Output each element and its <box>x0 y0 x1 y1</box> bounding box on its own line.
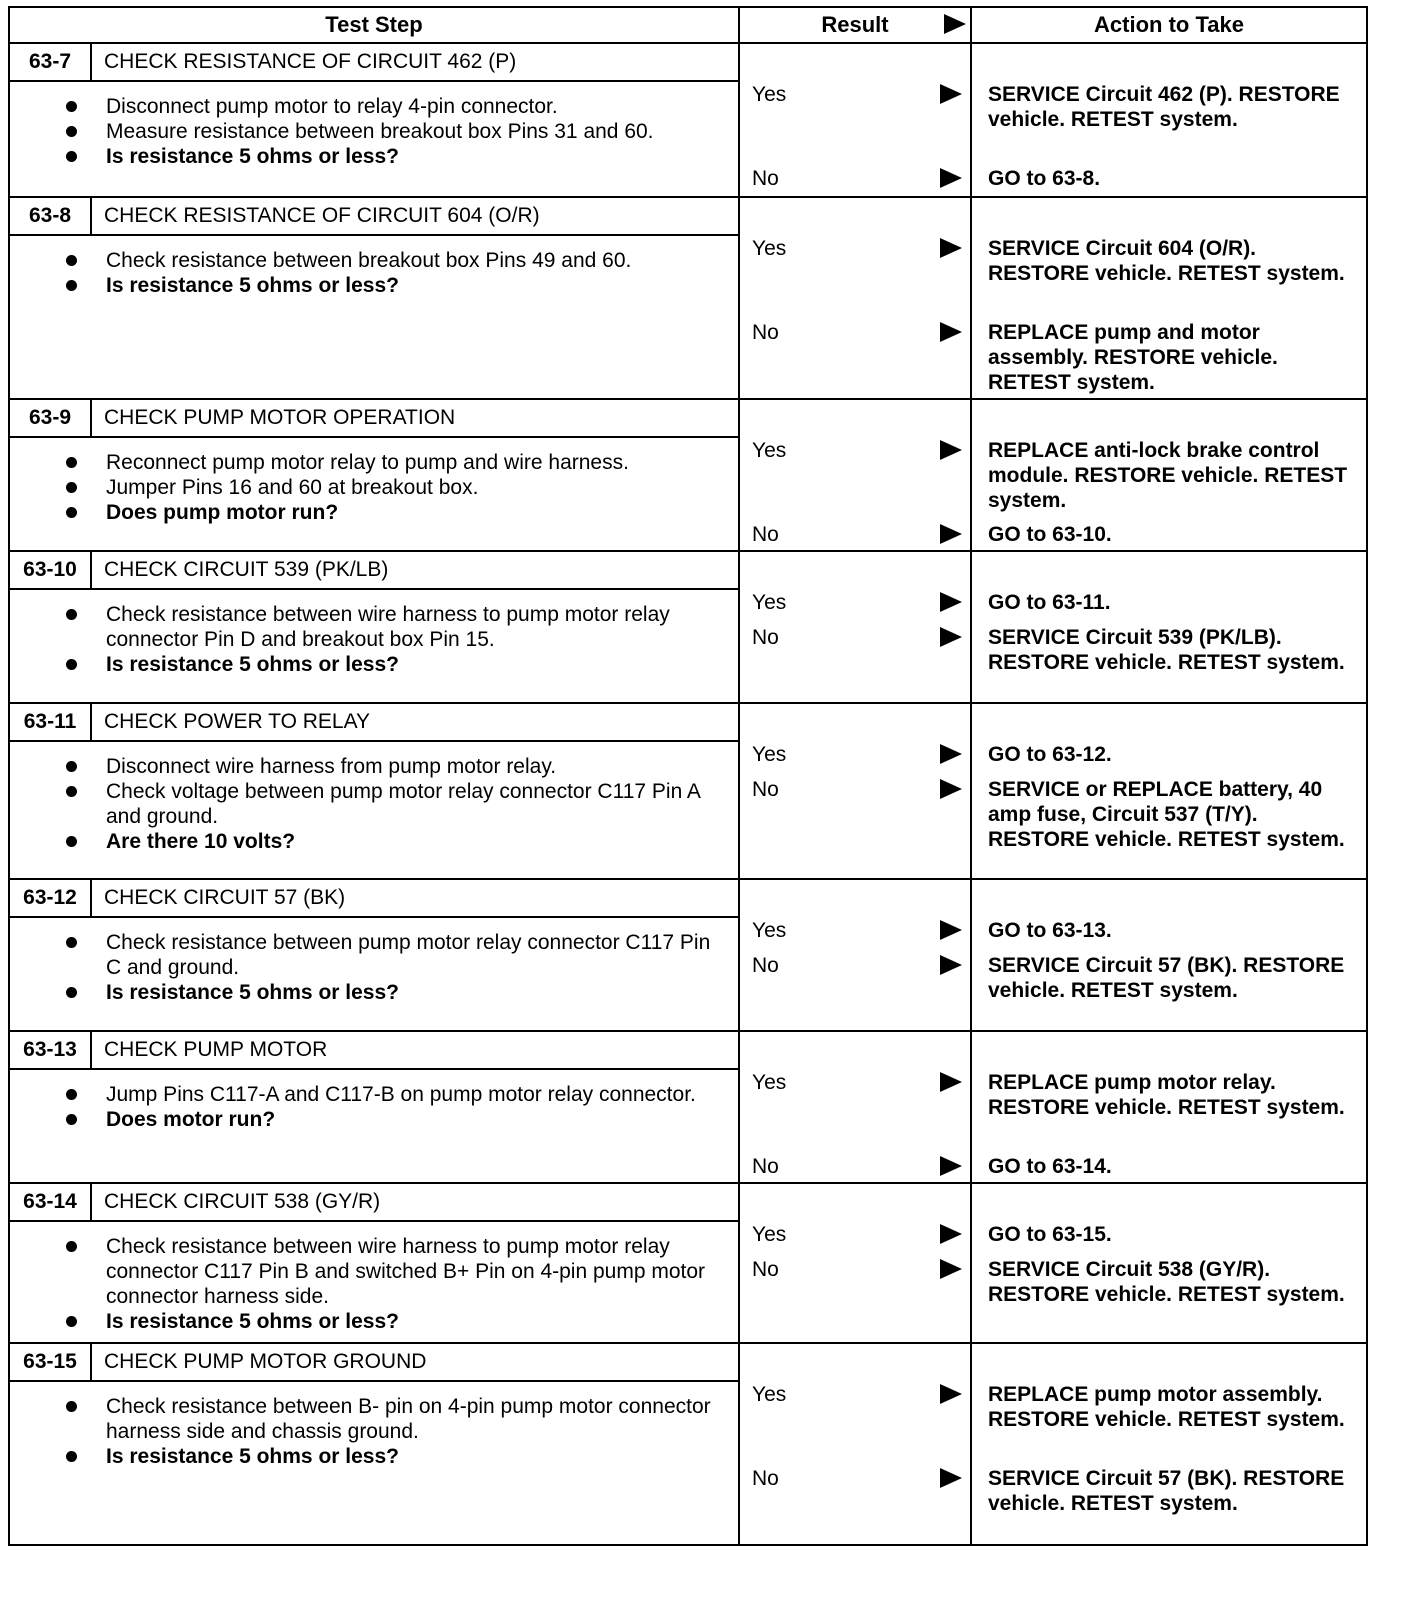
step-heading: CHECK PUMP MOTOR <box>104 1038 328 1061</box>
step-instruction: Disconnect pump motor to relay 4-pin connector. <box>106 94 728 119</box>
action-yes: REPLACE anti-lock brake control module. RESTORE vehicle. RETEST system. <box>988 439 1348 512</box>
step-instructions <box>10 742 738 862</box>
action-yes: GO to 63-11. <box>988 591 1111 614</box>
action-cell <box>971 399 1367 551</box>
arrow-right-icon <box>940 1384 962 1404</box>
result-yes-label: Yes <box>752 1071 787 1094</box>
step-question: Is resistance 5 ohms or less? <box>106 652 728 677</box>
step-row <box>9 879 1367 1031</box>
step-number: 63-11 <box>10 704 92 740</box>
arrow-right-icon <box>940 168 962 188</box>
action-yes: REPLACE pump motor assembly. RESTORE vehicle. RETEST system. <box>988 1383 1345 1431</box>
action-no: SERVICE or REPLACE battery, 40 amp fuse, Circuit 537 (T/Y). RESTORE vehicle. RETEST system. <box>988 778 1345 851</box>
arrow-right-icon <box>940 627 962 647</box>
step-row <box>9 1343 1367 1545</box>
arrow-right-icon <box>940 744 962 764</box>
action-cell <box>971 1031 1367 1183</box>
test-step-cell <box>9 879 739 1031</box>
result-cell <box>739 879 971 1031</box>
step-row <box>9 197 1367 399</box>
test-step-cell <box>9 1343 739 1545</box>
step-question: Is resistance 5 ohms or less? <box>106 1309 728 1334</box>
result-yes-label: Yes <box>752 591 787 614</box>
result-cell <box>739 551 971 703</box>
step-instructions <box>10 1382 738 1477</box>
step-row <box>9 703 1367 879</box>
result-no-label: No <box>752 523 779 546</box>
step-instructions <box>10 1222 738 1342</box>
arrow-right-icon <box>940 440 962 460</box>
result-no <box>752 625 966 650</box>
arrow-right-icon <box>940 238 962 258</box>
action-cell <box>971 551 1367 703</box>
step-row <box>9 43 1367 197</box>
result-yes-label: Yes <box>752 919 787 942</box>
action-yes: GO to 63-12. <box>988 743 1112 766</box>
step-heading: CHECK PUMP MOTOR OPERATION <box>104 406 456 429</box>
step-instruction: Measure resistance between breakout box Pins 31 and 60. <box>106 119 728 144</box>
action-yes: SERVICE Circuit 604 (O/R). RESTORE vehicle. RETEST system. <box>988 237 1345 285</box>
result-no <box>752 953 966 978</box>
result-no-label: No <box>752 954 779 977</box>
result-cell <box>739 1031 971 1183</box>
action-yes: SERVICE Circuit 462 (P). RESTORE vehicle. RETEST system. <box>988 83 1340 131</box>
action-no: REPLACE pump and motor assembly. RESTORE vehicle. RETEST system. <box>988 321 1278 394</box>
result-yes-label: Yes <box>752 1383 787 1406</box>
step-instruction: Disconnect wire harness from pump motor relay. <box>106 754 728 779</box>
result-no <box>752 522 966 547</box>
step-instruction: Check voltage between pump motor relay connector C117 Pin A and ground. <box>106 779 728 829</box>
test-step-cell <box>9 1031 739 1183</box>
action-no: SERVICE Circuit 539 (PK/LB). RESTORE vehicle. RETEST system. <box>988 626 1345 674</box>
step-title-bar <box>10 704 738 742</box>
step-number: 63-15 <box>10 1344 92 1380</box>
step-instructions <box>10 918 738 1013</box>
diagnostic-table <box>8 6 1360 1546</box>
step-question: Is resistance 5 ohms or less? <box>106 980 728 1005</box>
step-number: 63-13 <box>10 1032 92 1068</box>
test-step-cell <box>9 399 739 551</box>
action-no: SERVICE Circuit 57 (BK). RESTORE vehicle. RETEST system. <box>988 954 1345 1002</box>
action-cell <box>971 1183 1367 1343</box>
header-result-label: Result <box>821 12 889 37</box>
test-step-cell <box>9 43 739 197</box>
step-row <box>9 1183 1367 1343</box>
result-yes-label: Yes <box>752 1223 787 1246</box>
test-step-cell <box>9 197 739 399</box>
step-question: Does motor run? <box>106 1107 728 1132</box>
result-no <box>752 320 966 345</box>
step-instructions <box>10 236 738 306</box>
step-heading: CHECK PUMP MOTOR GROUND <box>104 1350 427 1373</box>
step-question: Are there 10 volts? <box>106 829 728 854</box>
header-action: Action to Take <box>971 7 1367 43</box>
action-cell <box>971 879 1367 1031</box>
step-number: 63-7 <box>10 44 92 80</box>
action-no: SERVICE Circuit 57 (BK). RESTORE vehicle. RETEST system. <box>988 1467 1345 1515</box>
action-no: GO to 63-8. <box>988 167 1101 190</box>
result-no <box>752 166 966 191</box>
result-cell <box>739 1343 971 1545</box>
step-instruction: Jump Pins C117-A and C117-B on pump motor relay connector. <box>106 1082 728 1107</box>
step-instruction: Reconnect pump motor relay to pump and wire harness. <box>106 450 728 475</box>
action-yes: GO to 63-13. <box>988 919 1112 942</box>
test-step-cell <box>9 551 739 703</box>
arrow-right-icon <box>940 1072 962 1092</box>
step-instructions <box>10 82 738 177</box>
step-instruction: Check resistance between wire harness to pump motor relay connector Pin D and breakout box Pin 15. <box>106 602 728 652</box>
test-step-cell <box>9 1183 739 1343</box>
step-row <box>9 551 1367 703</box>
action-no: GO to 63-14. <box>988 1155 1112 1178</box>
action-yes: GO to 63-15. <box>988 1223 1112 1246</box>
result-no-label: No <box>752 626 779 649</box>
result-yes <box>752 236 966 261</box>
step-heading: CHECK CIRCUIT 538 (GY/R) <box>104 1190 381 1213</box>
step-instruction: Check resistance between B- pin on 4-pin pump motor connector harness side and chassis ground. <box>106 1394 728 1444</box>
result-yes-label: Yes <box>752 237 787 260</box>
step-title-bar <box>10 44 738 82</box>
result-no-label: No <box>752 1467 779 1490</box>
arrow-right-icon <box>940 1468 962 1488</box>
step-title-bar <box>10 1344 738 1382</box>
step-title-bar <box>10 552 738 590</box>
step-question: Does pump motor run? <box>106 500 728 525</box>
arrow-right-icon <box>940 592 962 612</box>
header-test-step: Test Step <box>9 7 739 43</box>
result-yes-label: Yes <box>752 83 787 106</box>
step-heading: CHECK CIRCUIT 57 (BK) <box>104 886 346 909</box>
step-instruction: Jumper Pins 16 and 60 at breakout box. <box>106 475 728 500</box>
result-yes <box>752 438 966 463</box>
result-yes <box>752 742 966 767</box>
result-no-label: No <box>752 778 779 801</box>
result-no-label: No <box>752 321 779 344</box>
step-instruction: Check resistance between wire harness to pump motor relay connector C117 Pin B and switched B+ Pin on 4-pin pump motor connector harness side. <box>106 1234 728 1309</box>
arrow-right-icon <box>940 779 962 799</box>
step-heading: CHECK RESISTANCE OF CIRCUIT 462 (P) <box>104 50 517 73</box>
step-number: 63-14 <box>10 1184 92 1220</box>
result-yes <box>752 1222 966 1247</box>
arrow-right-icon <box>940 1259 962 1279</box>
step-title-bar <box>10 880 738 918</box>
arrow-right-icon <box>940 920 962 940</box>
result-cell <box>739 1183 971 1343</box>
result-no <box>752 1466 966 1491</box>
result-no <box>752 777 966 802</box>
result-yes <box>752 82 966 107</box>
result-no-label: No <box>752 167 779 190</box>
step-heading: CHECK POWER TO RELAY <box>104 710 371 733</box>
result-yes-label: Yes <box>752 439 787 462</box>
arrow-right-icon <box>940 1224 962 1244</box>
action-yes: REPLACE pump motor relay. RESTORE vehicle. RETEST system. <box>988 1071 1345 1119</box>
step-instruction: Check resistance between breakout box Pins 49 and 60. <box>106 248 728 273</box>
result-yes <box>752 1070 966 1095</box>
step-number: 63-12 <box>10 880 92 916</box>
action-cell <box>971 703 1367 879</box>
result-yes <box>752 590 966 615</box>
result-yes-label: Yes <box>752 743 787 766</box>
arrow-right-icon <box>940 1156 962 1176</box>
action-no: GO to 63-10. <box>988 523 1112 546</box>
step-title-bar <box>10 1184 738 1222</box>
step-title-bar <box>10 400 738 438</box>
step-question: Is resistance 5 ohms or less? <box>106 144 728 169</box>
result-no-label: No <box>752 1258 779 1281</box>
table-header <box>9 7 1367 43</box>
arrow-right-icon <box>944 14 966 34</box>
action-cell <box>971 43 1367 197</box>
step-title-bar <box>10 1032 738 1070</box>
action-no: SERVICE Circuit 538 (GY/R). RESTORE vehicle. RETEST system. <box>988 1258 1345 1306</box>
step-number: 63-10 <box>10 552 92 588</box>
step-number: 63-9 <box>10 400 92 436</box>
test-step-cell <box>9 703 739 879</box>
step-question: Is resistance 5 ohms or less? <box>106 1444 728 1469</box>
step-row <box>9 1031 1367 1183</box>
header-result <box>739 7 971 43</box>
result-cell <box>739 703 971 879</box>
action-cell <box>971 197 1367 399</box>
result-cell <box>739 197 971 399</box>
result-yes <box>752 918 966 943</box>
step-heading: CHECK CIRCUIT 539 (PK/LB) <box>104 558 389 581</box>
result-no-label: No <box>752 1155 779 1178</box>
step-title-bar <box>10 198 738 236</box>
result-yes <box>752 1382 966 1407</box>
step-instructions <box>10 590 738 685</box>
step-heading: CHECK RESISTANCE OF CIRCUIT 604 (O/R) <box>104 204 540 227</box>
step-row <box>9 399 1367 551</box>
result-no <box>752 1257 966 1282</box>
arrow-right-icon <box>940 322 962 342</box>
arrow-right-icon <box>940 524 962 544</box>
step-instruction: Check resistance between pump motor relay connector C117 Pin C and ground. <box>106 930 728 980</box>
action-cell <box>971 1343 1367 1545</box>
step-number: 63-8 <box>10 198 92 234</box>
arrow-right-icon <box>940 955 962 975</box>
step-question: Is resistance 5 ohms or less? <box>106 273 728 298</box>
result-cell <box>739 399 971 551</box>
step-instructions <box>10 1070 738 1140</box>
step-instructions <box>10 438 738 533</box>
result-cell <box>739 43 971 197</box>
result-no <box>752 1154 966 1179</box>
arrow-right-icon <box>940 84 962 104</box>
